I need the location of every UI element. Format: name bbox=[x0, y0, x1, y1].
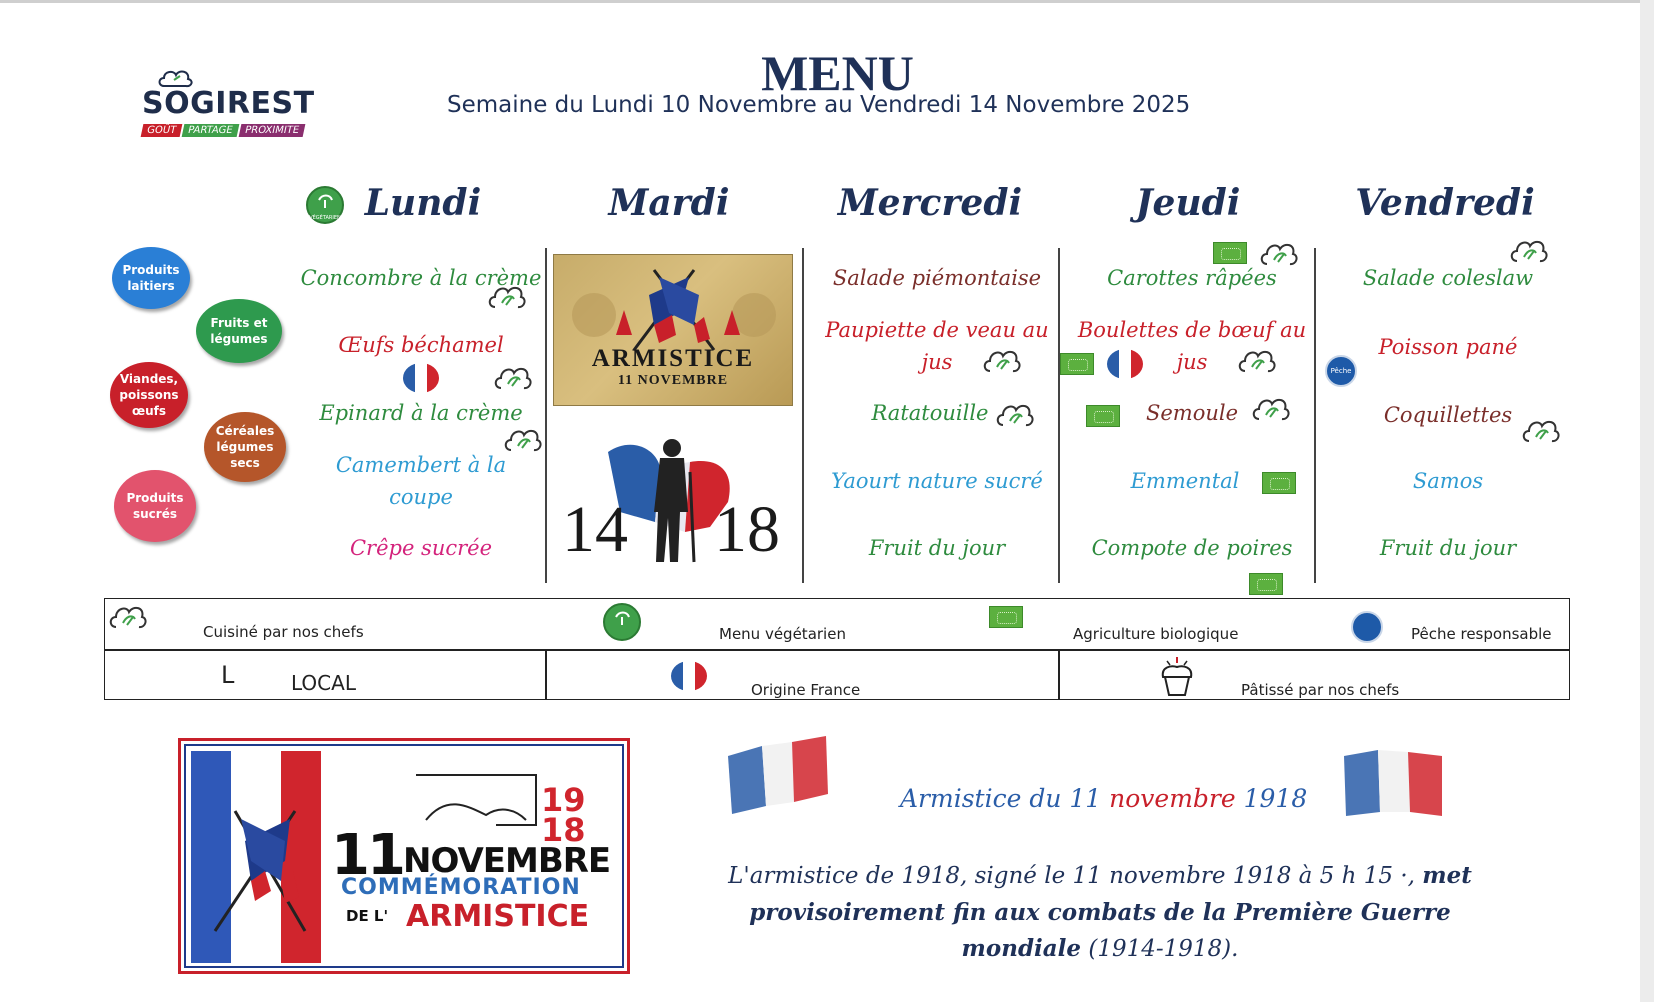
dish-vendredi-dairy: Samos bbox=[1412, 469, 1484, 493]
french-flag-brush-icon bbox=[1338, 742, 1448, 822]
armistice-paragraph bbox=[705, 858, 1495, 968]
dish-mercredi-main-line2: jus bbox=[921, 349, 953, 374]
dish-lundi-dairy bbox=[296, 450, 546, 513]
dish-jeudi-entree: Carottes râpées bbox=[1107, 266, 1277, 290]
crossed-flags-icon bbox=[185, 791, 345, 941]
dish-lundi-dairy-line1: Camembert à la bbox=[335, 453, 507, 477]
cupcake-icon bbox=[1157, 653, 1197, 697]
category-label: légumes bbox=[210, 332, 268, 346]
poster-month: NOVEMBRE bbox=[403, 841, 611, 881]
day-header-mercredi: Mercredi bbox=[837, 182, 1023, 224]
dish-lundi-side: Epinard à la crème bbox=[319, 401, 523, 425]
dish-mercredi-dessert: Fruit du jour bbox=[868, 536, 1006, 560]
dish-lundi-dessert: Crêpe sucrée bbox=[349, 536, 493, 560]
category-label: Produits bbox=[122, 262, 180, 277]
commemoration-poster bbox=[178, 738, 630, 974]
chef-cloud-icon bbox=[996, 401, 1034, 429]
armistice-heading bbox=[900, 784, 1307, 813]
armistice-heading-part: Armistice du 11 bbox=[900, 784, 1110, 813]
organic-label-icon bbox=[1213, 242, 1247, 264]
dish-jeudi-side: Semoule bbox=[1145, 401, 1239, 425]
origin-france-icon bbox=[403, 363, 439, 393]
armistice-plate-subtitle: 11 NOVEMBRE bbox=[617, 373, 729, 388]
poster-de-l: DE L' bbox=[346, 907, 389, 925]
responsible-fishing-icon bbox=[1325, 355, 1357, 387]
legend-divider bbox=[545, 649, 547, 699]
category-label: laitiers bbox=[127, 279, 175, 293]
responsible-fishing-icon bbox=[1351, 611, 1383, 643]
day-header-lundi: Lundi bbox=[364, 182, 482, 224]
organic-label-icon bbox=[1262, 472, 1296, 494]
category-label: sucrés bbox=[133, 507, 177, 521]
dish-vendredi-main: Poisson pané bbox=[1378, 335, 1518, 359]
category-cereals bbox=[204, 412, 286, 482]
category-sweets bbox=[114, 470, 196, 542]
logo-tag-partage: PARTAGE bbox=[182, 124, 239, 137]
chef-cloud-icon bbox=[504, 426, 542, 454]
vegetarian-badge-icon bbox=[603, 603, 641, 641]
armistice-plate-title: ARMISTICE bbox=[591, 345, 755, 372]
legend-chefs-label: Cuisiné par nos chefs bbox=[203, 623, 364, 641]
organic-label-icon bbox=[1249, 573, 1283, 595]
legend-divider bbox=[1058, 649, 1060, 699]
armistice-1418-image bbox=[560, 432, 790, 572]
category-label: œufs bbox=[131, 404, 167, 419]
origin-france-icon bbox=[671, 661, 707, 691]
vegetarian-badge-label: VÉGÉTARIEN bbox=[309, 215, 341, 221]
legend-fishing-label: Pêche responsable bbox=[1411, 625, 1552, 643]
category-fruits-vegetables bbox=[196, 299, 282, 363]
armistice-paragraph-bold: met provisoirement fin aux combats de la Première Guerre mondiale bbox=[749, 862, 1472, 963]
organic-label-icon bbox=[1086, 405, 1120, 427]
chef-cloud-icon bbox=[1522, 417, 1560, 445]
dish-jeudi-main-line1: Boulettes de bœuf au bbox=[1077, 318, 1307, 342]
category-dairy bbox=[112, 247, 190, 309]
peche-badge-label: Pêche bbox=[1330, 367, 1352, 375]
dish-lundi-entree: Concombre à la crème bbox=[300, 266, 542, 290]
logo-tag-proximite: PROXIMITE bbox=[238, 124, 305, 137]
dish-mercredi-main-line1: Paupiette de veau au bbox=[825, 318, 1049, 342]
legend-organic-label: Agriculture biologique bbox=[1073, 625, 1239, 643]
legend-vegetarian-label: Menu végétarien bbox=[719, 625, 846, 643]
chef-cloud-icon bbox=[1510, 237, 1548, 265]
chef-cloud-icon bbox=[1252, 395, 1290, 423]
year-18: 18 bbox=[714, 493, 780, 566]
day-header-vendredi: Vendredi bbox=[1355, 182, 1535, 224]
armistice-paragraph-part: L'armistice de 1918, signé le 11 novembre 1918 à 5 h 15 ·, bbox=[728, 863, 1423, 889]
signature-hands-icon bbox=[406, 765, 546, 835]
legend-divider bbox=[105, 649, 1569, 651]
day-header-jeudi: Jeudi bbox=[1135, 182, 1241, 224]
local-letter-icon: L bbox=[221, 661, 235, 689]
dish-vendredi-side: Coquillettes bbox=[1383, 403, 1513, 427]
chef-cloud-icon bbox=[1260, 240, 1298, 268]
chef-cloud-icon bbox=[488, 283, 526, 311]
category-label: Céréales bbox=[215, 423, 275, 438]
legend-france-label: Origine France bbox=[751, 681, 861, 699]
category-label: Produits bbox=[126, 490, 184, 505]
category-label: poissons bbox=[119, 387, 179, 402]
dish-vendredi-dessert: Fruit du jour bbox=[1379, 536, 1517, 560]
chef-cloud-icon bbox=[983, 347, 1021, 375]
dish-mercredi-main bbox=[812, 315, 1062, 378]
column-separator bbox=[802, 248, 804, 583]
armistice-plate-image bbox=[553, 254, 793, 406]
dish-lundi-main: Œufs béchamel bbox=[338, 333, 504, 357]
organic-label-icon bbox=[1060, 353, 1094, 375]
dish-jeudi-main bbox=[1067, 315, 1317, 378]
french-flag-brush-icon bbox=[722, 736, 832, 816]
poster-armistice: ARMISTICE bbox=[406, 899, 590, 934]
dish-mercredi-side: Ratatouille bbox=[871, 401, 989, 425]
legend-pastry-label: Pâtissé par nos chefs bbox=[1241, 681, 1400, 699]
armistice-heading-part: 1918 bbox=[1235, 784, 1308, 813]
poster-day-11: 11 bbox=[331, 823, 403, 888]
category-label: légumes bbox=[216, 439, 274, 454]
poster-commemoration: COMMÉMORATION bbox=[341, 875, 581, 900]
dish-jeudi-dessert: Compote de poires bbox=[1091, 536, 1293, 560]
logo-wordmark: SOGIREST bbox=[142, 86, 315, 121]
logo-tag-gout: GOÛT bbox=[141, 124, 183, 137]
armistice-paragraph-part: (1914-1918). bbox=[1081, 936, 1239, 963]
year-14: 14 bbox=[562, 493, 628, 566]
dish-lundi-dairy-line2: coupe bbox=[389, 484, 453, 509]
chef-cloud-icon bbox=[494, 364, 532, 392]
chef-cloud-icon bbox=[109, 603, 147, 631]
page-title: MENU bbox=[761, 45, 914, 101]
legend-local-label: LOCAL bbox=[291, 671, 356, 695]
category-label: secs bbox=[230, 456, 260, 471]
category-meat-fish-eggs bbox=[110, 362, 188, 428]
dish-jeudi-dairy: Emmental bbox=[1130, 469, 1240, 493]
origin-france-icon bbox=[1107, 349, 1143, 379]
category-label: Fruits et bbox=[210, 315, 268, 330]
armistice-heading-part: novembre bbox=[1109, 784, 1236, 813]
dish-jeudi-main-line2: jus bbox=[1176, 349, 1208, 374]
legend-table bbox=[104, 598, 1570, 700]
organic-label-icon bbox=[989, 606, 1023, 628]
category-label: Viandes, bbox=[119, 371, 179, 386]
dish-mercredi-dairy: Yaourt nature sucré bbox=[831, 469, 1043, 493]
dish-mercredi-entree: Salade piémontaise bbox=[832, 266, 1042, 290]
week-subtitle: Semaine du Lundi 10 Novembre au Vendredi 14 Novembre 2025 bbox=[447, 92, 1191, 118]
day-header-mardi: Mardi bbox=[608, 182, 730, 224]
crossed-flags-icon bbox=[554, 255, 794, 355]
chef-cloud-icon bbox=[1238, 347, 1276, 375]
logo-tagline bbox=[142, 124, 306, 137]
top-border bbox=[0, 0, 1640, 3]
poster-year-19: 19 bbox=[541, 781, 586, 819]
dish-vendredi-entree: Salade coleslaw bbox=[1362, 266, 1534, 290]
poster-year-18: 18 bbox=[541, 811, 586, 849]
